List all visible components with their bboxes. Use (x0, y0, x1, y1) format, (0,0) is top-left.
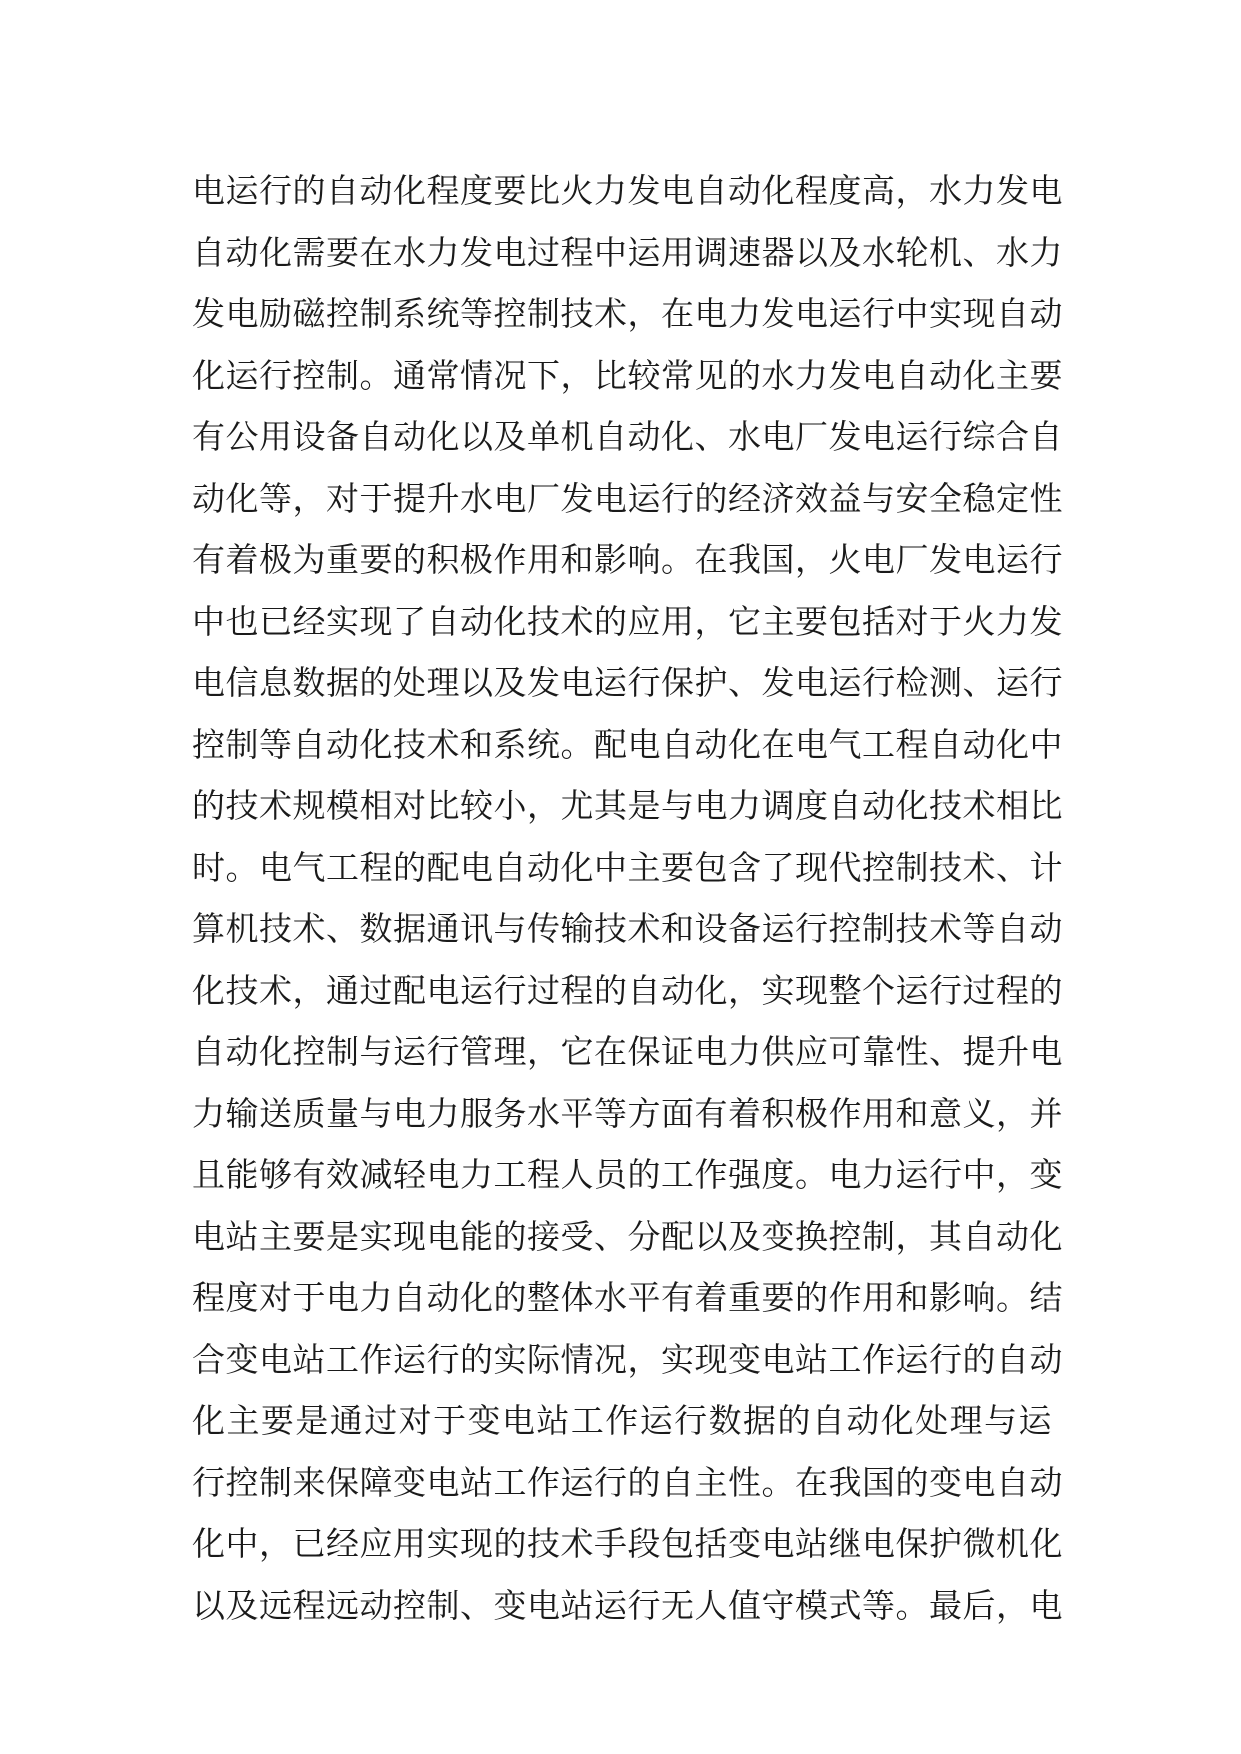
text-line: 电运行的自动化程度要比火力发电自动化程度高，水力发电 (192, 171, 1063, 210)
text-line: 以及远程远动控制、变电站运行无人值守模式等。最后，电 (192, 1585, 1063, 1625)
text-line: 有着极为重要的积极作用和影响。在我国，火电厂发电运行 (192, 540, 1063, 579)
body-paragraph (192, 160, 1063, 1636)
text-line: 动化等，对于提升水电厂发电运行的经济效益与安全稳定性 (192, 478, 1063, 518)
text-line: 算机技术、数据通讯与传输技术和设备运行控制技术等自动 (192, 909, 1063, 948)
text-line: 控制等自动化技术和系统。配电自动化在电气工程自动化中 (192, 724, 1063, 764)
text-line: 发电励磁控制系统等控制技术，在电力发电运行中实现自动 (192, 294, 1063, 333)
text-line: 程度对于电力自动化的整体水平有着重要的作用和影响。结 (192, 1278, 1063, 1317)
text-line: 自动化需要在水力发电过程中运用调速器以及水轮机、水力 (192, 232, 1063, 272)
text-line: 化技术，通过配电运行过程的自动化，实现整个运行过程的 (192, 970, 1063, 1010)
text-line: 自动化控制与运行管理，它在保证电力供应可靠性、提升电 (192, 1032, 1063, 1071)
text-line: 中也已经实现了自动化技术的应用，它主要包括对于火力发 (192, 601, 1063, 641)
text-line: 电站主要是实现电能的接受、分配以及变换控制，其自动化 (192, 1216, 1063, 1256)
text-line: 化主要是通过对于变电站工作运行数据的自动化处理与运 (192, 1401, 1052, 1440)
text-line: 且能够有效减轻电力工程人员的工作强度。电力运行中，变 (192, 1155, 1063, 1194)
text-line: 合变电站工作运行的实际情况，实现变电站工作运行的自动 (192, 1339, 1063, 1379)
text-line: 力输送质量与电力服务水平等方面有着积极作用和意义，并 (192, 1093, 1063, 1133)
text-line: 行控制来保障变电站工作运行的自主性。在我国的变电自动 (192, 1462, 1063, 1502)
text-line: 化中，已经应用实现的技术手段包括变电站继电保护微机化 (192, 1524, 1063, 1563)
text-line: 有公用设备自动化以及单机自动化、水电厂发电运行综合自 (192, 417, 1063, 456)
text-line: 化运行控制。通常情况下，比较常见的水力发电自动化主要 (192, 355, 1063, 395)
text-line: 电信息数据的处理以及发电运行保护、发电运行检测、运行 (192, 663, 1063, 702)
text-line: 的技术规模相对比较小，尤其是与电力调度自动化技术相比 (192, 786, 1063, 825)
text-line: 时。电气工程的配电自动化中主要包含了现代控制技术、计 (192, 847, 1063, 887)
